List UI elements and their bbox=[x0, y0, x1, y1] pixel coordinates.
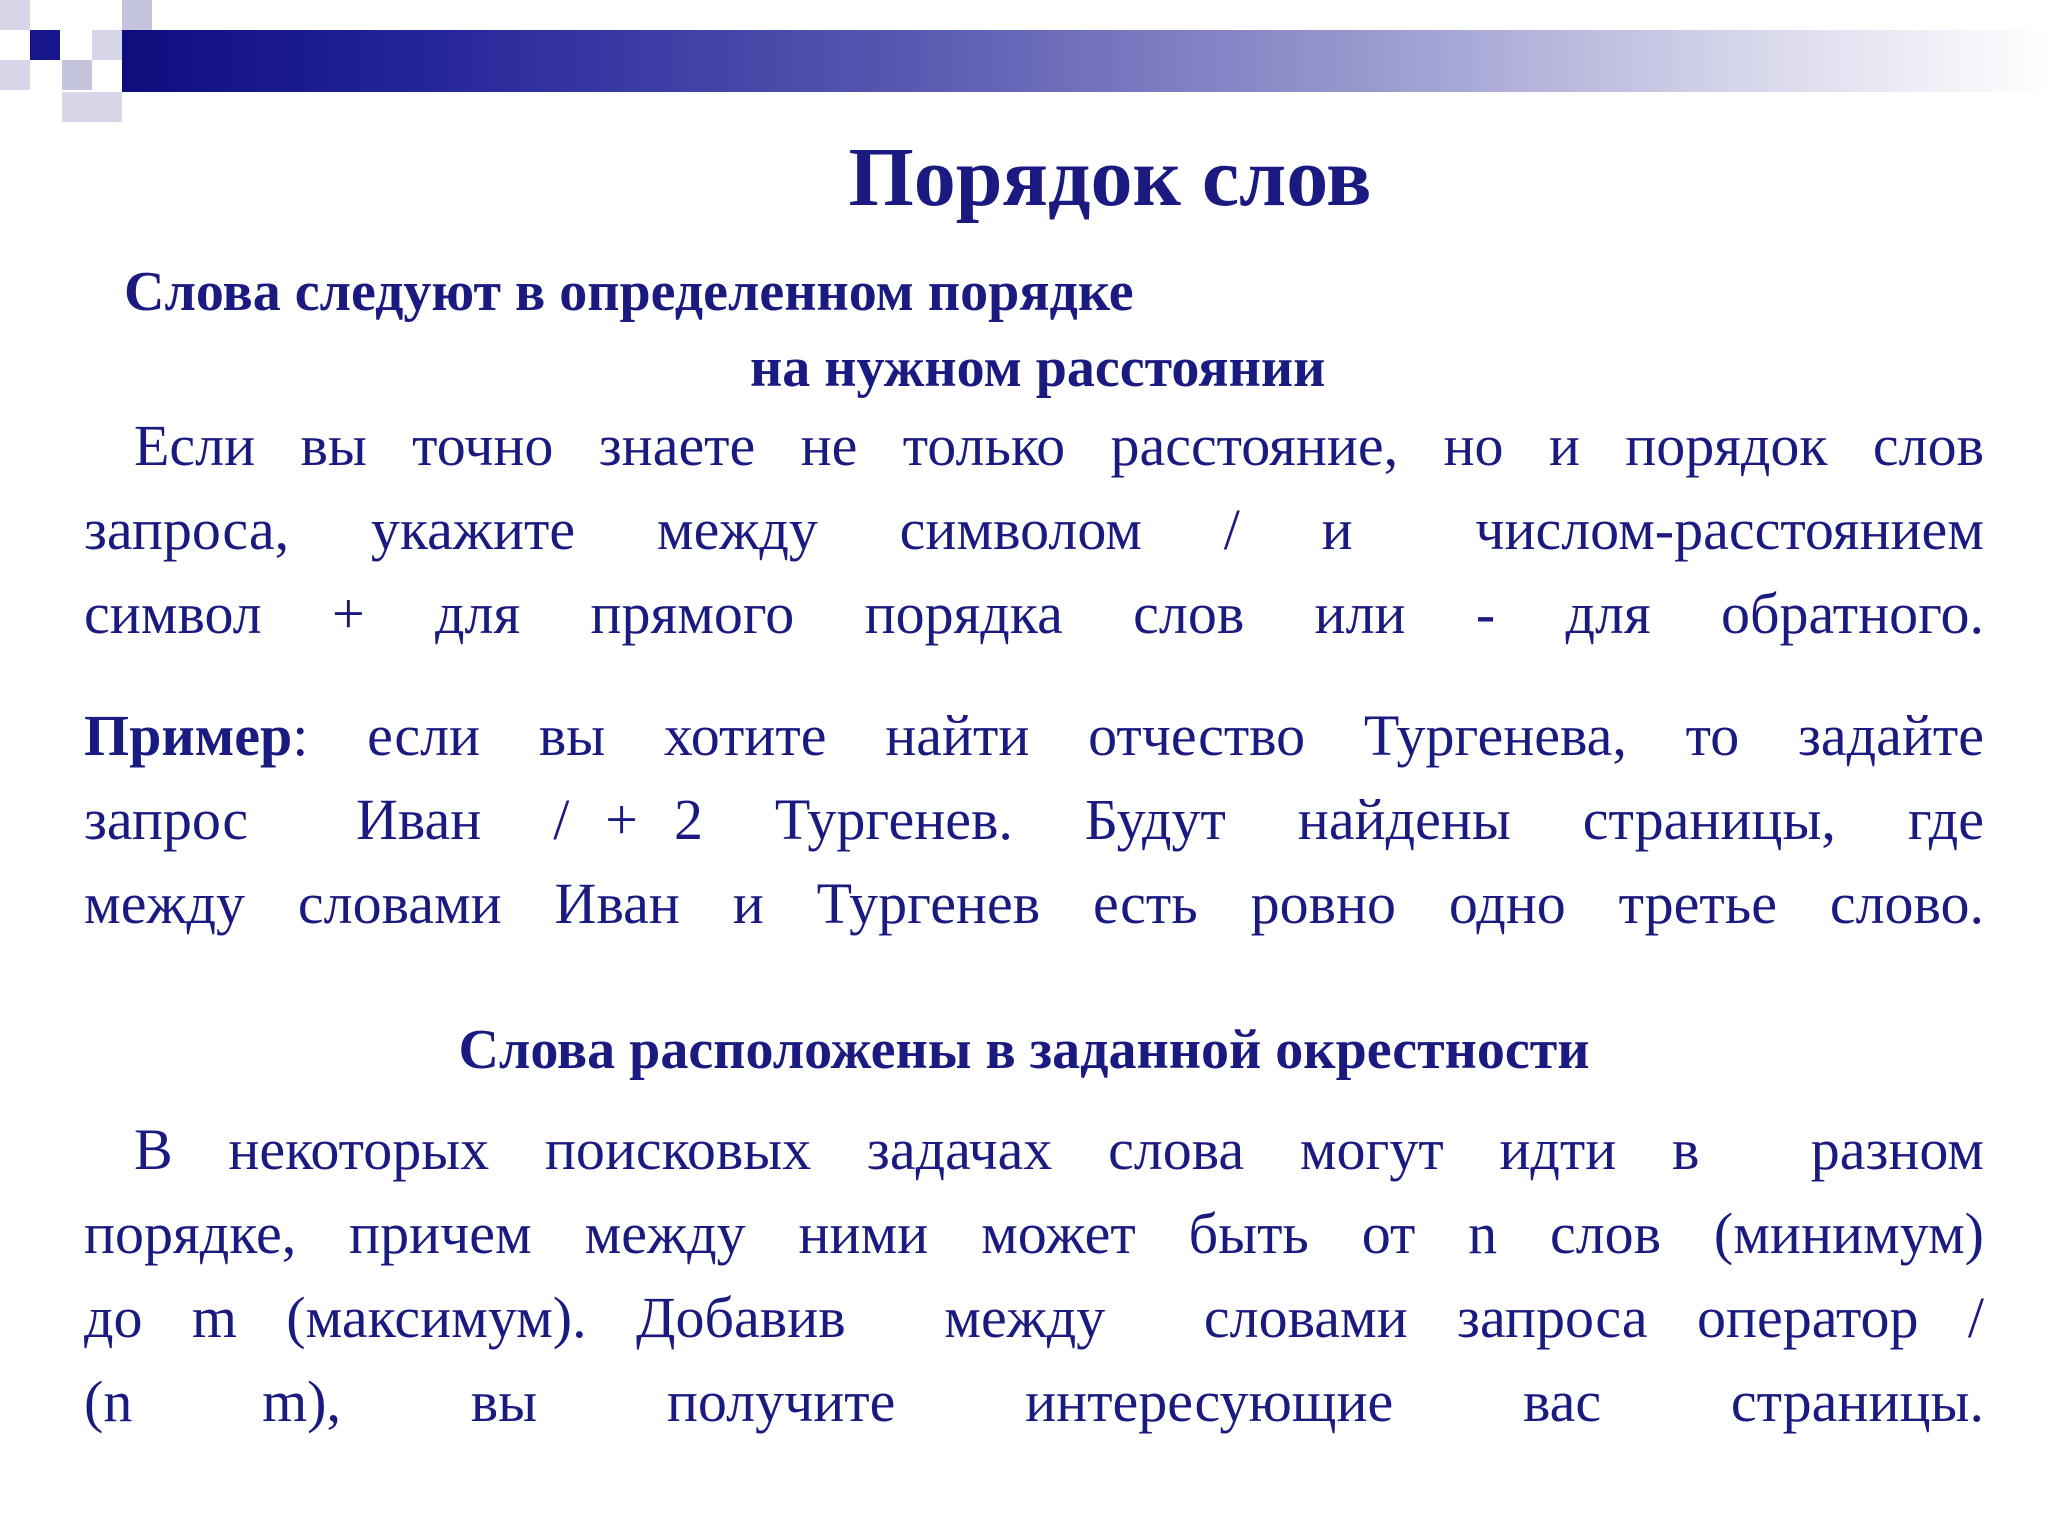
example-paragraph bbox=[84, 694, 1984, 946]
paragraph-line: порядке, причем между ними может быть от n слов (минимум) bbox=[84, 1201, 1984, 1266]
decor-square bbox=[0, 0, 30, 30]
paragraph-line: В некоторых поисковых задачах слова могут идти в разном bbox=[134, 1117, 1984, 1182]
decor-square bbox=[30, 30, 60, 60]
paragraph-line: Если вы точно знаете не только расстояние, но и порядок слов bbox=[134, 413, 1984, 478]
header-gradient-bar bbox=[122, 30, 2048, 92]
paragraph-line: запроса, укажите между символом / и числом-расстоянием bbox=[84, 497, 1984, 562]
paragraph-neighborhood bbox=[84, 1108, 1984, 1444]
paragraph-line: (n m), вы получите интересующие вас страницы. bbox=[84, 1369, 1984, 1434]
paragraph-line: символ + для прямого порядка слов или - для обратного. bbox=[84, 581, 1984, 646]
section-heading-neighborhood: Слова расположены в заданной окрестности bbox=[458, 1019, 1590, 1081]
paragraph-line: до m (максимум). Добавив между словами запроса оператор / bbox=[84, 1285, 1984, 1350]
example-line-1 bbox=[84, 694, 1984, 778]
decor-square bbox=[92, 30, 122, 60]
decor-square bbox=[0, 60, 30, 90]
decor-square bbox=[122, 0, 152, 30]
example-line-1-text: : если вы хотите найти отчество Тургенева, то задайте bbox=[292, 703, 1984, 768]
example-label: Пример bbox=[84, 703, 293, 768]
subheading-line-1: Слова следуют в определенном порядке bbox=[124, 261, 1134, 323]
example-line-3: между словами Иван и Тургенев есть ровно одно третье слово. bbox=[84, 871, 1984, 936]
subheading-line-2: на нужном расстоянии bbox=[750, 337, 1326, 399]
example-line-2: запрос Иван / + 2 Тургенев. Будут найдены страницы, где bbox=[84, 787, 1984, 852]
decor-square bbox=[92, 92, 122, 122]
decor-square bbox=[62, 92, 92, 122]
paragraph-distance-order bbox=[84, 404, 1984, 656]
page-title: Порядок слов bbox=[848, 131, 1372, 224]
decor-square bbox=[62, 60, 92, 90]
